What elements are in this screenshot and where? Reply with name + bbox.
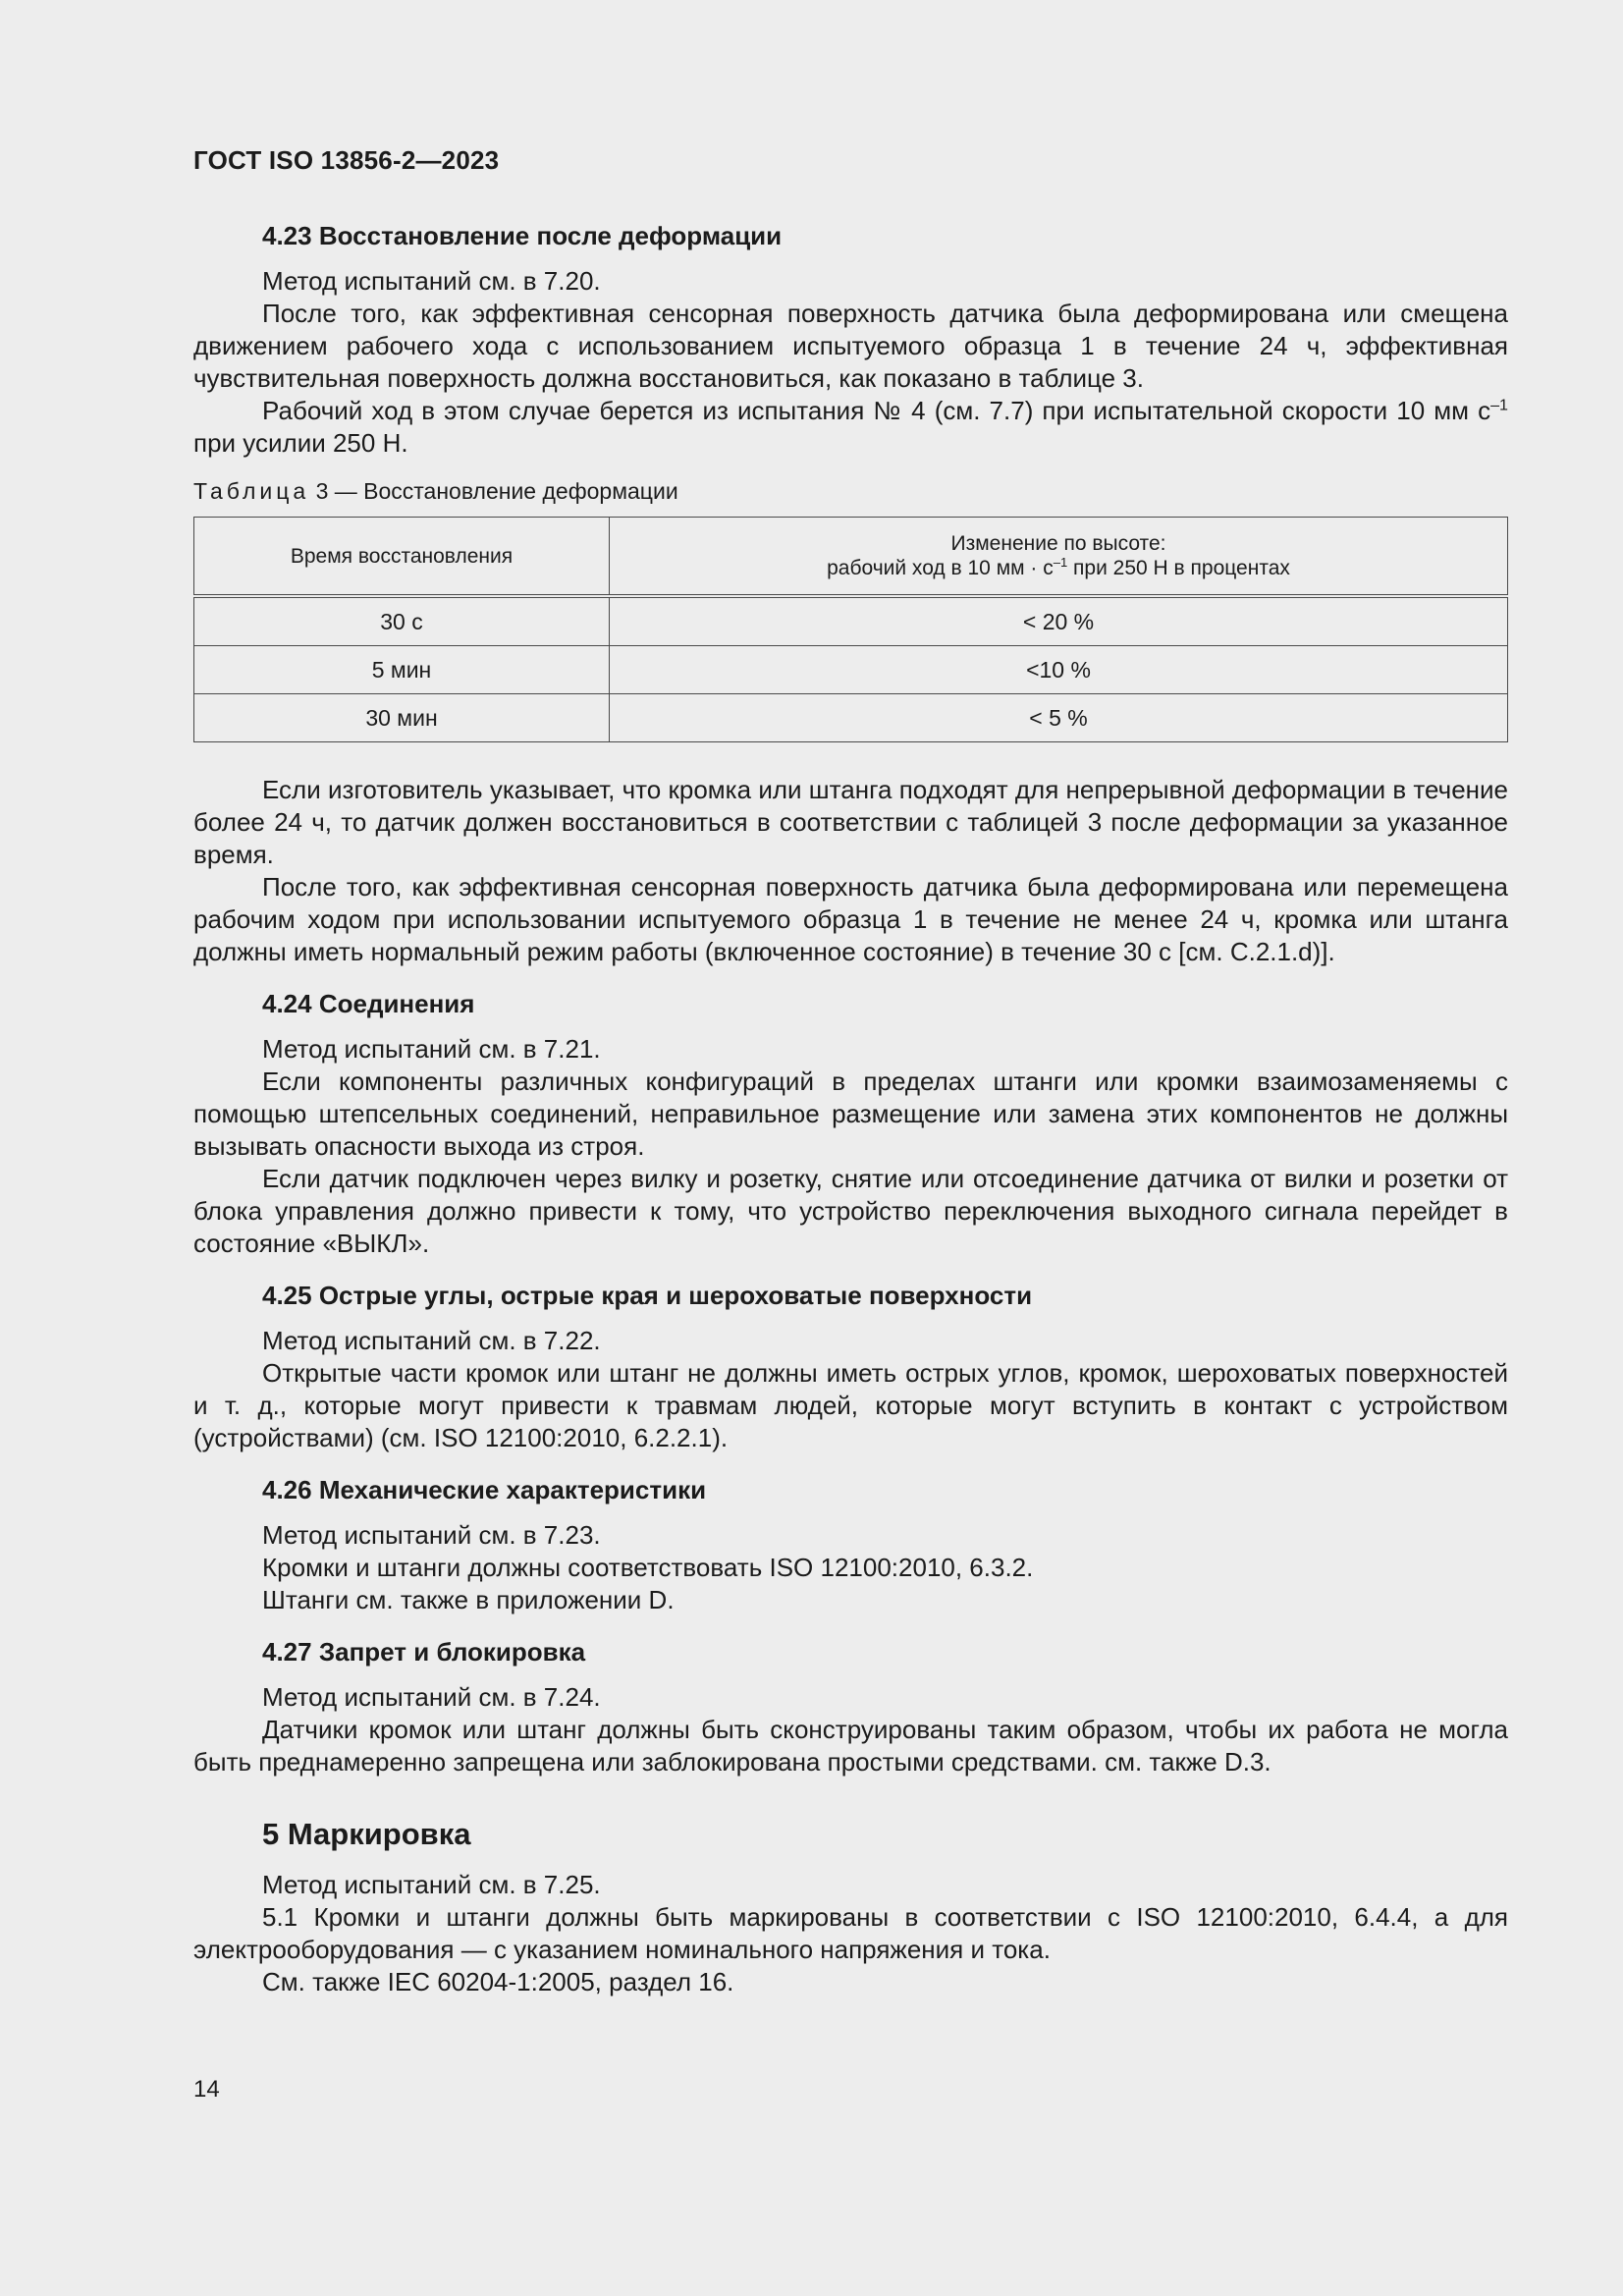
- section-heading: 4.24 Соединения: [262, 989, 475, 1018]
- table-cell-change: < 5 %: [610, 694, 1508, 742]
- section-4-25: [193, 1280, 1508, 1454]
- section-heading: 4.25 Острые углы, острые края и шероховатые поверхности: [262, 1281, 1033, 1310]
- table-cell-time: 30 с: [194, 596, 610, 646]
- table-cell-time: 5 мин: [194, 646, 610, 694]
- column-header-change: [610, 518, 1508, 597]
- section-heading: 4.27 Запрет и блокировка: [262, 1637, 586, 1667]
- page-number: 14: [193, 2076, 220, 2103]
- superscript: –1: [1490, 396, 1508, 414]
- text-span: при усилии 250 Н.: [193, 428, 408, 458]
- paragraph: Если изготовитель указывает, что кромка или штанга подходят для непрерывной деформации в течение более 24 ч, то датчик должен восстановиться в соответствии с таблицей 3 после деформации за указанное время.: [193, 775, 1508, 869]
- paragraph: [193, 395, 1508, 460]
- section-4-24: [193, 988, 1508, 1260]
- table-caption: [193, 477, 1508, 505]
- paragraph: Если компоненты различных конфигураций в пределах штанги или кромки взаимозаменяемы с помощью штепсельных соединений, неправильное размещение или замена этих компонентов не должны вызывать опасности выхода из строя.: [193, 1066, 1508, 1161]
- header-line: рабочий ход в 10 мм · с: [827, 557, 1054, 579]
- paragraph: 5.1 Кромки и штанги должны быть маркированы в соответствии с ISO 12100:2010, 6.4.4, а для электрооборудования — с указанием номинального напряжения и тока.: [193, 1902, 1508, 1964]
- paragraph: Метод испытаний см. в 7.23.: [262, 1520, 601, 1550]
- paragraph: Метод испытаний см. в 7.25.: [262, 1870, 601, 1899]
- table-row: [194, 596, 1508, 646]
- column-header-time: Время восстановления: [194, 518, 610, 597]
- paragraph: Открытые части кромок или штанг не должны иметь острых углов, кромок, шероховатых поверхностей и т. д., которые могут привести к травмам людей, которые могут вступить в контакт с устройством (устройствами) (см. ISO 12100:2010, 6.2.2.1).: [193, 1358, 1508, 1452]
- page-content: [193, 145, 1508, 2018]
- table-row: [194, 646, 1508, 694]
- document-header: ГОСТ ISO 13856-2—2023: [193, 145, 500, 175]
- paragraph: Метод испытаний см. в 7.20.: [262, 266, 601, 296]
- paragraph: Кромки и штанги должны соответствовать ISO 12100:2010, 6.3.2.: [262, 1553, 1034, 1582]
- section-heading: 4.23 Восстановление после деформации: [262, 221, 783, 250]
- paragraph: После того, как эффективная сенсорная поверхность датчика была деформирована или перемещена рабочим ходом при использовании испытуемого образца 1 в течение не менее 24 ч, кромка или штанга должны иметь нормальный режим работы (включенное состояние) в течение 30 с [см. C.2.1.d)].: [193, 872, 1508, 966]
- paragraph: После того, как эффективная сенсорная поверхность датчика была деформирована или смещена движением рабочего хода с использованием испытуемого образца 1 в течение 24 ч, эффективная чувствительная поверхность должна восстановиться, как показано в таблице 3.: [193, 299, 1508, 393]
- section-4-23: [193, 220, 1508, 968]
- section-4-26: [193, 1474, 1508, 1616]
- table-cell-time: 30 мин: [194, 694, 610, 742]
- chapter-heading: 5 Маркировка: [262, 1817, 471, 1851]
- table-cell-change: < 20 %: [610, 596, 1508, 646]
- header-line: при 250 Н в процентах: [1067, 557, 1290, 579]
- table-caption-label: Таблица: [193, 478, 310, 504]
- text-span: Рабочий ход в этом случае берется из испытания № 4 (см. 7.7) при испытательной скорости 10 мм с: [262, 396, 1491, 425]
- header-line: Изменение по высоте:: [950, 532, 1166, 555]
- paragraph: Если датчик подключен через вилку и розетку, снятие или отсоединение датчика от вилки и розетки от блока управления должно привести к тому, что устройство переключения выходного сигнала перейдет в состояние «ВЫКЛ».: [193, 1164, 1508, 1258]
- table-3: [193, 517, 1508, 742]
- section-heading: 4.26 Механические характеристики: [262, 1475, 707, 1504]
- table-cell-change: <10 %: [610, 646, 1508, 694]
- section-5: [193, 1816, 1508, 1998]
- paragraph: См. также IEC 60204-1:2005, раздел 16.: [262, 1967, 734, 1996]
- paragraph: Штанги см. также в приложении D.: [262, 1585, 675, 1614]
- paragraph: Метод испытаний см. в 7.22.: [262, 1326, 601, 1355]
- paragraph: Метод испытаний см. в 7.24.: [262, 1682, 601, 1712]
- superscript: –1: [1053, 555, 1068, 570]
- section-4-27: [193, 1636, 1508, 1778]
- paragraph: Метод испытаний см. в 7.21.: [262, 1034, 601, 1064]
- paragraph: Датчики кромок или штанг должны быть сконструированы таким образом, чтобы их работа не могла быть преднамеренно запрещена или заблокирована простыми средствами. см. также D.3.: [193, 1715, 1508, 1777]
- table-row: [194, 694, 1508, 742]
- table-caption-title: 3 — Восстановление деформации: [309, 478, 678, 504]
- table-header-row: [194, 518, 1508, 597]
